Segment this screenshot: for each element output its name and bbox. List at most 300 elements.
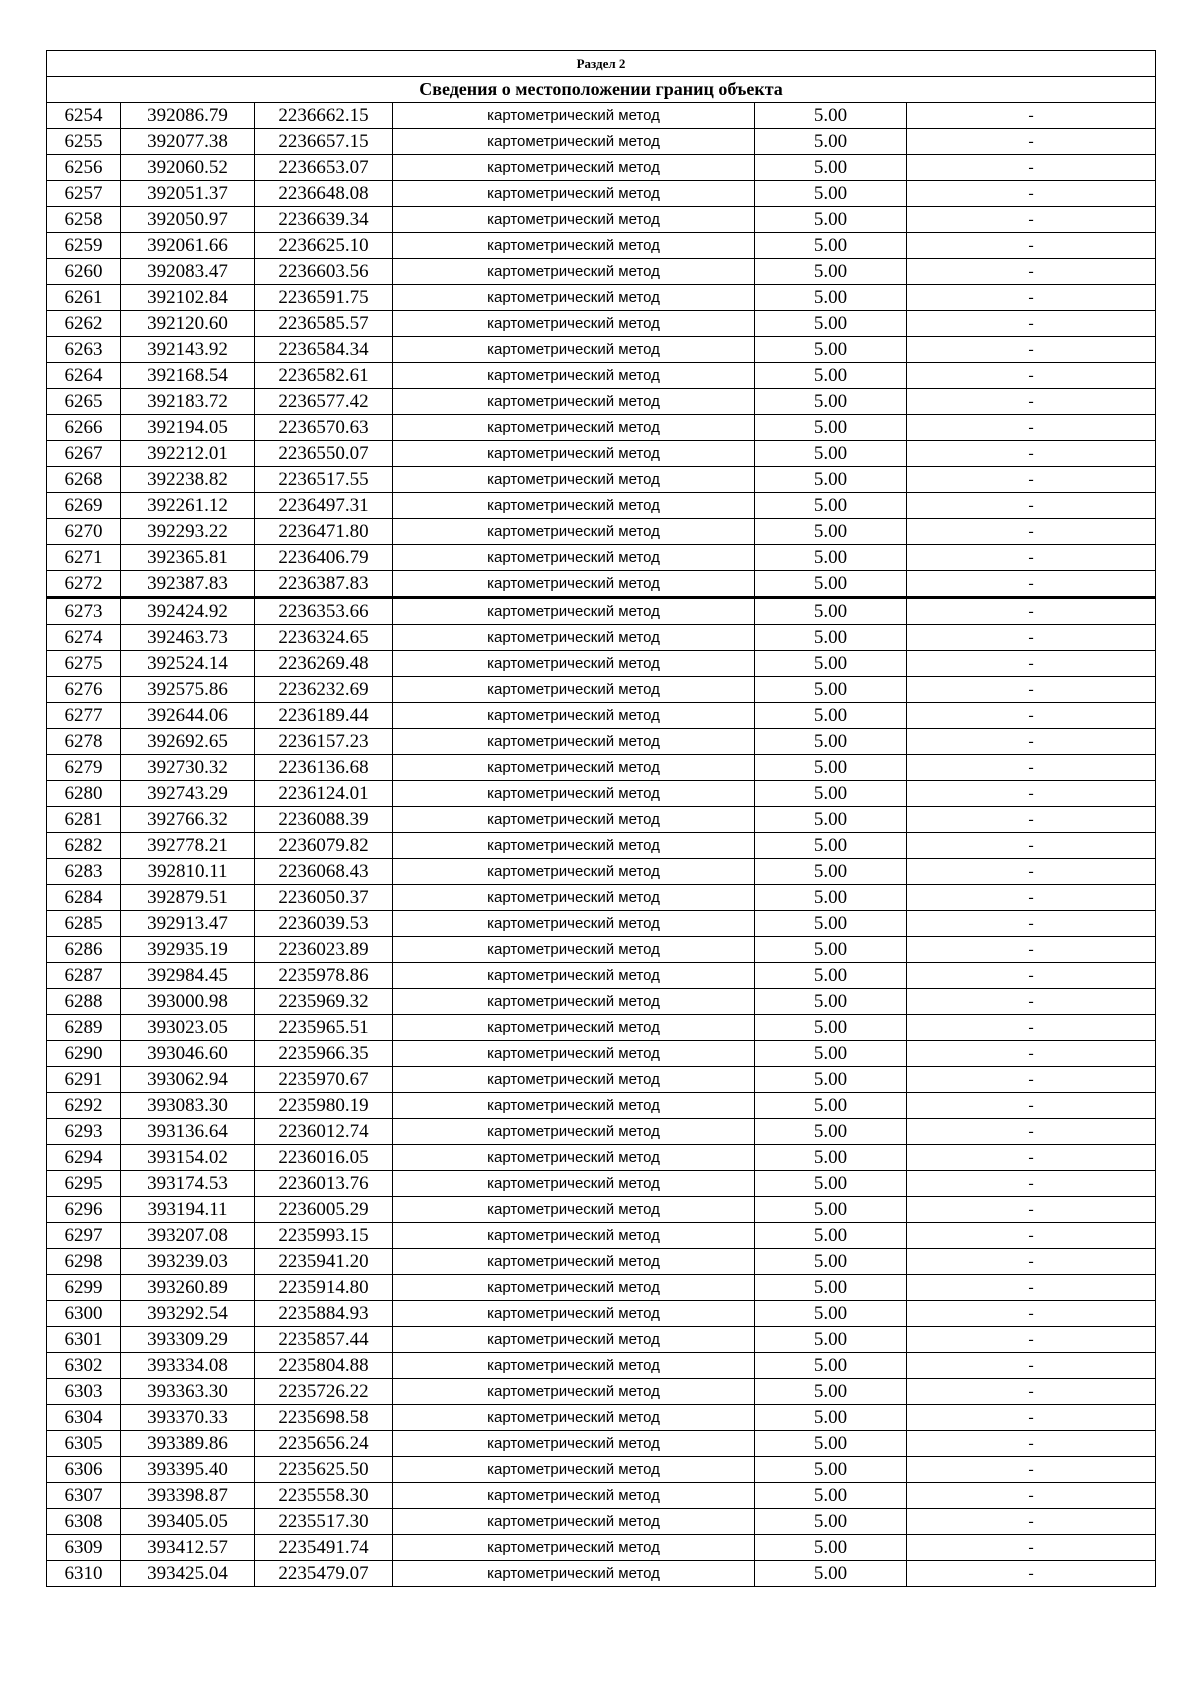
note-cell: -	[907, 1093, 1156, 1119]
y-coordinate-cell: 2236387.83	[255, 571, 393, 598]
table-row	[47, 1223, 1156, 1249]
accuracy-cell: 5.00	[755, 963, 907, 989]
accuracy-cell: 5.00	[755, 415, 907, 441]
x-coordinate-cell: 392051.37	[121, 181, 255, 207]
y-coordinate-cell: 2236324.65	[255, 625, 393, 651]
x-coordinate-cell: 392077.38	[121, 129, 255, 155]
table-row	[47, 1535, 1156, 1561]
note-cell: -	[907, 1457, 1156, 1483]
point-number-cell: 6310	[47, 1561, 121, 1587]
note-cell: -	[907, 885, 1156, 911]
point-number-cell: 6284	[47, 885, 121, 911]
y-coordinate-cell: 2236068.43	[255, 859, 393, 885]
accuracy-cell: 5.00	[755, 155, 907, 181]
table-row	[47, 1015, 1156, 1041]
method-cell: картометрический метод	[393, 467, 755, 493]
x-coordinate-cell: 392293.22	[121, 519, 255, 545]
x-coordinate-cell: 392743.29	[121, 781, 255, 807]
note-cell: -	[907, 1353, 1156, 1379]
x-coordinate-cell: 392083.47	[121, 259, 255, 285]
method-cell: картометрический метод	[393, 598, 755, 625]
table-row	[47, 989, 1156, 1015]
method-cell: картометрический метод	[393, 233, 755, 259]
accuracy-cell: 5.00	[755, 285, 907, 311]
y-coordinate-cell: 2235884.93	[255, 1301, 393, 1327]
accuracy-cell: 5.00	[755, 1275, 907, 1301]
accuracy-cell: 5.00	[755, 1171, 907, 1197]
method-cell: картометрический метод	[393, 1431, 755, 1457]
point-number-cell: 6271	[47, 545, 121, 571]
y-coordinate-cell: 2235978.86	[255, 963, 393, 989]
y-coordinate-cell: 2235517.30	[255, 1509, 393, 1535]
accuracy-cell: 5.00	[755, 103, 907, 129]
note-cell: -	[907, 1483, 1156, 1509]
y-coordinate-cell: 2235993.15	[255, 1223, 393, 1249]
table-row	[47, 415, 1156, 441]
method-cell: картометрический метод	[393, 989, 755, 1015]
point-number-cell: 6279	[47, 755, 121, 781]
method-cell: картометрический метод	[393, 1041, 755, 1067]
accuracy-cell: 5.00	[755, 1119, 907, 1145]
x-coordinate-cell: 392424.92	[121, 598, 255, 625]
point-number-cell: 6254	[47, 103, 121, 129]
method-cell: картометрический метод	[393, 129, 755, 155]
method-cell: картометрический метод	[393, 1249, 755, 1275]
accuracy-cell: 5.00	[755, 1041, 907, 1067]
table-row	[47, 1353, 1156, 1379]
y-coordinate-cell: 2235965.51	[255, 1015, 393, 1041]
x-coordinate-cell: 392644.06	[121, 703, 255, 729]
accuracy-cell: 5.00	[755, 885, 907, 911]
x-coordinate-cell: 393260.89	[121, 1275, 255, 1301]
note-cell: -	[907, 677, 1156, 703]
method-cell: картометрический метод	[393, 1535, 755, 1561]
point-number-cell: 6303	[47, 1379, 121, 1405]
note-cell: -	[907, 781, 1156, 807]
table-row	[47, 129, 1156, 155]
table-row	[47, 1561, 1156, 1587]
table-row	[47, 181, 1156, 207]
method-cell: картометрический метод	[393, 571, 755, 598]
method-cell: картометрический метод	[393, 755, 755, 781]
method-cell: картометрический метод	[393, 1171, 755, 1197]
x-coordinate-cell: 392143.92	[121, 337, 255, 363]
method-cell: картометрический метод	[393, 441, 755, 467]
note-cell: -	[907, 1197, 1156, 1223]
note-cell: -	[907, 1041, 1156, 1067]
point-number-cell: 6268	[47, 467, 121, 493]
accuracy-cell: 5.00	[755, 129, 907, 155]
accuracy-cell: 5.00	[755, 1457, 907, 1483]
method-cell: картометрический метод	[393, 1197, 755, 1223]
table-row	[47, 1249, 1156, 1275]
method-cell: картометрический метод	[393, 285, 755, 311]
note-cell: -	[907, 415, 1156, 441]
table-row	[47, 1171, 1156, 1197]
method-cell: картометрический метод	[393, 1067, 755, 1093]
x-coordinate-cell: 392463.73	[121, 625, 255, 651]
x-coordinate-cell: 392730.32	[121, 755, 255, 781]
accuracy-cell: 5.00	[755, 937, 907, 963]
note-cell: -	[907, 1275, 1156, 1301]
table-row	[47, 755, 1156, 781]
y-coordinate-cell: 2235804.88	[255, 1353, 393, 1379]
y-coordinate-cell: 2236550.07	[255, 441, 393, 467]
note-cell: -	[907, 233, 1156, 259]
section-header-row	[47, 51, 1156, 77]
y-coordinate-cell: 2236471.80	[255, 519, 393, 545]
note-cell: -	[907, 1509, 1156, 1535]
method-cell: картометрический метод	[393, 911, 755, 937]
y-coordinate-cell: 2236136.68	[255, 755, 393, 781]
y-coordinate-cell: 2235980.19	[255, 1093, 393, 1119]
y-coordinate-cell: 2236584.34	[255, 337, 393, 363]
accuracy-cell: 5.00	[755, 703, 907, 729]
accuracy-cell: 5.00	[755, 207, 907, 233]
point-number-cell: 6300	[47, 1301, 121, 1327]
note-cell: -	[907, 155, 1156, 181]
method-cell: картометрический метод	[393, 103, 755, 129]
point-number-cell: 6275	[47, 651, 121, 677]
y-coordinate-cell: 2235914.80	[255, 1275, 393, 1301]
x-coordinate-cell: 393207.08	[121, 1223, 255, 1249]
accuracy-cell: 5.00	[755, 1353, 907, 1379]
method-cell: картометрический метод	[393, 519, 755, 545]
point-number-cell: 6291	[47, 1067, 121, 1093]
note-cell: -	[907, 1067, 1156, 1093]
note-cell: -	[907, 625, 1156, 651]
accuracy-cell: 5.00	[755, 1405, 907, 1431]
x-coordinate-cell: 393425.04	[121, 1561, 255, 1587]
y-coordinate-cell: 2236570.63	[255, 415, 393, 441]
table-row	[47, 467, 1156, 493]
y-coordinate-cell: 2236497.31	[255, 493, 393, 519]
note-cell: -	[907, 129, 1156, 155]
table-title: Сведения о местоположении границ объекта	[47, 77, 1156, 103]
point-number-cell: 6266	[47, 415, 121, 441]
y-coordinate-cell: 2236517.55	[255, 467, 393, 493]
x-coordinate-cell: 393363.30	[121, 1379, 255, 1405]
x-coordinate-cell: 392766.32	[121, 807, 255, 833]
y-coordinate-cell: 2236653.07	[255, 155, 393, 181]
x-coordinate-cell: 393405.05	[121, 1509, 255, 1535]
table-row	[47, 1197, 1156, 1223]
point-number-cell: 6290	[47, 1041, 121, 1067]
x-coordinate-cell: 392060.52	[121, 155, 255, 181]
table-row	[47, 1405, 1156, 1431]
point-number-cell: 6280	[47, 781, 121, 807]
accuracy-cell: 5.00	[755, 493, 907, 519]
table-row	[47, 1119, 1156, 1145]
point-number-cell: 6265	[47, 389, 121, 415]
table-row	[47, 363, 1156, 389]
note-cell: -	[907, 1119, 1156, 1145]
point-number-cell: 6289	[47, 1015, 121, 1041]
table-row	[47, 859, 1156, 885]
accuracy-cell: 5.00	[755, 337, 907, 363]
y-coordinate-cell: 2236603.56	[255, 259, 393, 285]
y-coordinate-cell: 2236582.61	[255, 363, 393, 389]
y-coordinate-cell: 2236157.23	[255, 729, 393, 755]
point-number-cell: 6305	[47, 1431, 121, 1457]
table-row	[47, 311, 1156, 337]
x-coordinate-cell: 392913.47	[121, 911, 255, 937]
method-cell: картометрический метод	[393, 1561, 755, 1587]
point-number-cell: 6269	[47, 493, 121, 519]
method-cell: картометрический метод	[393, 545, 755, 571]
accuracy-cell: 5.00	[755, 519, 907, 545]
point-number-cell: 6293	[47, 1119, 121, 1145]
x-coordinate-cell: 392778.21	[121, 833, 255, 859]
accuracy-cell: 5.00	[755, 259, 907, 285]
table-row	[47, 285, 1156, 311]
accuracy-cell: 5.00	[755, 1067, 907, 1093]
y-coordinate-cell: 2236625.10	[255, 233, 393, 259]
note-cell: -	[907, 337, 1156, 363]
note-cell: -	[907, 311, 1156, 337]
point-number-cell: 6276	[47, 677, 121, 703]
note-cell: -	[907, 389, 1156, 415]
y-coordinate-cell: 2236079.82	[255, 833, 393, 859]
x-coordinate-cell: 393412.57	[121, 1535, 255, 1561]
note-cell: -	[907, 598, 1156, 625]
y-coordinate-cell: 2236039.53	[255, 911, 393, 937]
point-number-cell: 6273	[47, 598, 121, 625]
point-number-cell: 6256	[47, 155, 121, 181]
method-cell: картометрический метод	[393, 703, 755, 729]
table-row	[47, 155, 1156, 181]
accuracy-cell: 5.00	[755, 989, 907, 1015]
method-cell: картометрический метод	[393, 1509, 755, 1535]
y-coordinate-cell: 2236353.66	[255, 598, 393, 625]
point-number-cell: 6288	[47, 989, 121, 1015]
note-cell: -	[907, 833, 1156, 859]
note-cell: -	[907, 545, 1156, 571]
y-coordinate-cell: 2236269.48	[255, 651, 393, 677]
note-cell: -	[907, 1561, 1156, 1587]
method-cell: картометрический метод	[393, 1301, 755, 1327]
y-coordinate-cell: 2236088.39	[255, 807, 393, 833]
point-number-cell: 6283	[47, 859, 121, 885]
method-cell: картометрический метод	[393, 181, 755, 207]
y-coordinate-cell: 2236585.57	[255, 311, 393, 337]
y-coordinate-cell: 2236013.76	[255, 1171, 393, 1197]
table-row	[47, 703, 1156, 729]
accuracy-cell: 5.00	[755, 467, 907, 493]
point-number-cell: 6264	[47, 363, 121, 389]
method-cell: картометрический метод	[393, 677, 755, 703]
x-coordinate-cell: 392984.45	[121, 963, 255, 989]
y-coordinate-cell: 2236406.79	[255, 545, 393, 571]
point-number-cell: 6281	[47, 807, 121, 833]
method-cell: картометрический метод	[393, 1405, 755, 1431]
note-cell: -	[907, 729, 1156, 755]
x-coordinate-cell: 393398.87	[121, 1483, 255, 1509]
table-row	[47, 493, 1156, 519]
table-row	[47, 781, 1156, 807]
note-cell: -	[907, 911, 1156, 937]
y-coordinate-cell: 2236232.69	[255, 677, 393, 703]
accuracy-cell: 5.00	[755, 233, 907, 259]
note-cell: -	[907, 493, 1156, 519]
y-coordinate-cell: 2236012.74	[255, 1119, 393, 1145]
y-coordinate-cell: 2236648.08	[255, 181, 393, 207]
point-number-cell: 6267	[47, 441, 121, 467]
accuracy-cell: 5.00	[755, 1483, 907, 1509]
point-number-cell: 6263	[47, 337, 121, 363]
accuracy-cell: 5.00	[755, 1093, 907, 1119]
method-cell: картометрический метод	[393, 1015, 755, 1041]
note-cell: -	[907, 1301, 1156, 1327]
accuracy-cell: 5.00	[755, 571, 907, 598]
table-row	[47, 1457, 1156, 1483]
accuracy-cell: 5.00	[755, 598, 907, 625]
point-number-cell: 6262	[47, 311, 121, 337]
table-row	[47, 1067, 1156, 1093]
x-coordinate-cell: 392086.79	[121, 103, 255, 129]
method-cell: картометрический метод	[393, 1457, 755, 1483]
accuracy-cell: 5.00	[755, 807, 907, 833]
boundary-points-table	[46, 50, 1156, 1587]
y-coordinate-cell: 2236639.34	[255, 207, 393, 233]
method-cell: картометрический метод	[393, 1145, 755, 1171]
y-coordinate-cell: 2236050.37	[255, 885, 393, 911]
point-number-cell: 6257	[47, 181, 121, 207]
point-number-cell: 6302	[47, 1353, 121, 1379]
note-cell: -	[907, 807, 1156, 833]
table-row	[47, 1327, 1156, 1353]
x-coordinate-cell: 393370.33	[121, 1405, 255, 1431]
note-cell: -	[907, 651, 1156, 677]
x-coordinate-cell: 392879.51	[121, 885, 255, 911]
y-coordinate-cell: 2235656.24	[255, 1431, 393, 1457]
note-cell: -	[907, 1171, 1156, 1197]
x-coordinate-cell: 392365.81	[121, 545, 255, 571]
point-number-cell: 6299	[47, 1275, 121, 1301]
table-row	[47, 571, 1156, 598]
accuracy-cell: 5.00	[755, 1431, 907, 1457]
note-cell: -	[907, 859, 1156, 885]
x-coordinate-cell: 392238.82	[121, 467, 255, 493]
accuracy-cell: 5.00	[755, 677, 907, 703]
method-cell: картометрический метод	[393, 363, 755, 389]
table-row	[47, 259, 1156, 285]
y-coordinate-cell: 2235479.07	[255, 1561, 393, 1587]
y-coordinate-cell: 2236577.42	[255, 389, 393, 415]
note-cell: -	[907, 363, 1156, 389]
table-row	[47, 937, 1156, 963]
method-cell: картометрический метод	[393, 937, 755, 963]
table-row	[47, 807, 1156, 833]
accuracy-cell: 5.00	[755, 1327, 907, 1353]
table-row	[47, 337, 1156, 363]
point-number-cell: 6292	[47, 1093, 121, 1119]
x-coordinate-cell: 393136.64	[121, 1119, 255, 1145]
table-row	[47, 885, 1156, 911]
y-coordinate-cell: 2235625.50	[255, 1457, 393, 1483]
point-number-cell: 6277	[47, 703, 121, 729]
x-coordinate-cell: 392212.01	[121, 441, 255, 467]
point-number-cell: 6261	[47, 285, 121, 311]
point-number-cell: 6258	[47, 207, 121, 233]
point-number-cell: 6285	[47, 911, 121, 937]
accuracy-cell: 5.00	[755, 363, 907, 389]
note-cell: -	[907, 1015, 1156, 1041]
method-cell: картометрический метод	[393, 1119, 755, 1145]
point-number-cell: 6309	[47, 1535, 121, 1561]
note-cell: -	[907, 1405, 1156, 1431]
x-coordinate-cell: 393334.08	[121, 1353, 255, 1379]
point-number-cell: 6294	[47, 1145, 121, 1171]
table-row	[47, 677, 1156, 703]
table-row	[47, 651, 1156, 677]
method-cell: картометрический метод	[393, 1275, 755, 1301]
x-coordinate-cell: 393395.40	[121, 1457, 255, 1483]
note-cell: -	[907, 103, 1156, 129]
note-cell: -	[907, 1379, 1156, 1405]
x-coordinate-cell: 392102.84	[121, 285, 255, 311]
x-coordinate-cell: 392575.86	[121, 677, 255, 703]
method-cell: картометрический метод	[393, 207, 755, 233]
note-cell: -	[907, 571, 1156, 598]
point-number-cell: 6259	[47, 233, 121, 259]
note-cell: -	[907, 1535, 1156, 1561]
table-row	[47, 1275, 1156, 1301]
table-row	[47, 103, 1156, 129]
point-number-cell: 6270	[47, 519, 121, 545]
method-cell: картометрический метод	[393, 833, 755, 859]
x-coordinate-cell: 392692.65	[121, 729, 255, 755]
method-cell: картометрический метод	[393, 493, 755, 519]
title-row	[47, 77, 1156, 103]
table-row	[47, 1093, 1156, 1119]
note-cell: -	[907, 181, 1156, 207]
method-cell: картометрический метод	[393, 729, 755, 755]
y-coordinate-cell: 2235491.74	[255, 1535, 393, 1561]
y-coordinate-cell: 2236005.29	[255, 1197, 393, 1223]
y-coordinate-cell: 2235857.44	[255, 1327, 393, 1353]
x-coordinate-cell: 393194.11	[121, 1197, 255, 1223]
accuracy-cell: 5.00	[755, 781, 907, 807]
point-number-cell: 6298	[47, 1249, 121, 1275]
table-row	[47, 963, 1156, 989]
point-number-cell: 6274	[47, 625, 121, 651]
x-coordinate-cell: 393309.29	[121, 1327, 255, 1353]
point-number-cell: 6308	[47, 1509, 121, 1535]
table-row	[47, 729, 1156, 755]
x-coordinate-cell: 392261.12	[121, 493, 255, 519]
method-cell: картометрический метод	[393, 1353, 755, 1379]
y-coordinate-cell: 2236016.05	[255, 1145, 393, 1171]
accuracy-cell: 5.00	[755, 1223, 907, 1249]
method-cell: картометрический метод	[393, 1483, 755, 1509]
table-row	[47, 1041, 1156, 1067]
point-number-cell: 6296	[47, 1197, 121, 1223]
accuracy-cell: 5.00	[755, 389, 907, 415]
x-coordinate-cell: 392387.83	[121, 571, 255, 598]
note-cell: -	[907, 1249, 1156, 1275]
method-cell: картометрический метод	[393, 155, 755, 181]
method-cell: картометрический метод	[393, 337, 755, 363]
x-coordinate-cell: 393154.02	[121, 1145, 255, 1171]
x-coordinate-cell: 393023.05	[121, 1015, 255, 1041]
y-coordinate-cell: 2235970.67	[255, 1067, 393, 1093]
table-row	[47, 1379, 1156, 1405]
accuracy-cell: 5.00	[755, 911, 907, 937]
note-cell: -	[907, 207, 1156, 233]
method-cell: картометрический метод	[393, 389, 755, 415]
y-coordinate-cell: 2235941.20	[255, 1249, 393, 1275]
